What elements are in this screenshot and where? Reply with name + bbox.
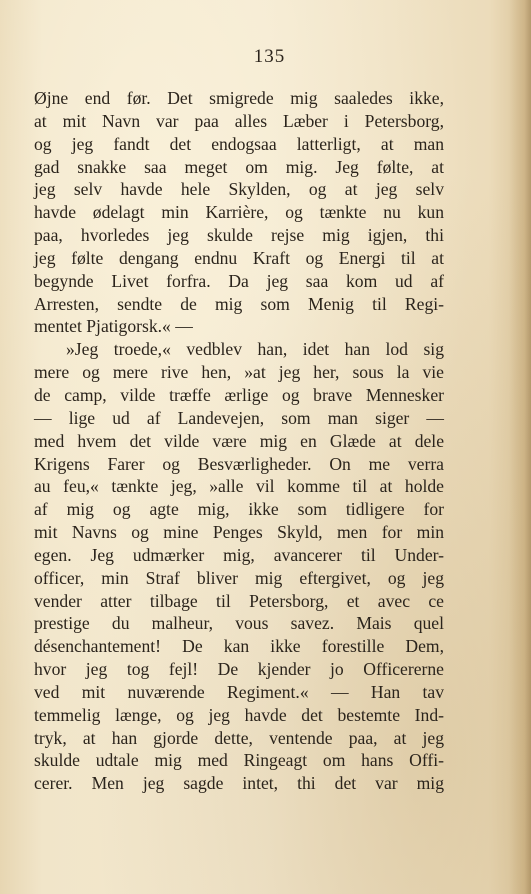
text-line: hvor jeg tog fejl! De kjender jo Officererne <box>34 659 444 680</box>
text-line: gad snakke saa meget om mig. Jeg følte, at <box>34 156 444 177</box>
text-line: Arresten, sendte de mig som Menig til Regi- <box>34 293 444 314</box>
text-line: mentet Pjatigorsk.« — <box>34 316 193 337</box>
text-line: officer, min Straf bliver mig eftergivet, og jeg <box>34 567 444 588</box>
text-line: temmelig længe, og jeg havde det bestemte Ind- <box>34 704 444 725</box>
text-line: at mit Navn var paa alles Læber i Petersborg, <box>34 110 444 131</box>
text-line: »Jeg troede,« vedblev han, idet han lod sig <box>66 339 444 360</box>
text-line: désenchantement! De kan ikke forestille Dem, <box>34 636 444 657</box>
text-line: ved mit nuværende Regiment.« — Han tav <box>34 681 444 702</box>
text-line: og jeg fandt det endogsaa latterligt, at man <box>34 133 444 154</box>
page-edge-shadow <box>509 0 531 894</box>
text-line: de camp, vilde træffe ærlige og brave Mennesker <box>34 384 444 405</box>
text-line: Øjne end før. Det smigrede mig saaledes ikke, <box>34 88 444 108</box>
page-number: 135 <box>253 46 286 67</box>
text-line: tryk, at han gjorde dette, ventende paa, at jeg <box>34 727 444 748</box>
text-line: prestige du malheur, vous savez. Mais quel <box>34 613 444 634</box>
text-line: paa, hvorledes jeg skulde rejse mig igjen, thi <box>34 225 444 246</box>
text-line: jeg følte dengang endnu Kraft og Energi til at <box>34 247 444 268</box>
text-line: cerer. Men jeg sagde intet, thi det var mig <box>34 773 444 794</box>
text-line: havde ødelagt min Karrière, og tænkte nu kun <box>34 202 444 223</box>
text-line: — lige ud af Landevejen, som man siger — <box>34 407 444 428</box>
text-line: af mig og agte mig, ikke som tidligere for <box>34 499 444 520</box>
text-line: Krigens Farer og Besværligheder. On me verra <box>34 453 444 474</box>
body-text <box>34 87 444 795</box>
text-line: begynde Livet forfra. Da jeg saa kom ud af <box>34 270 444 291</box>
text-line: med hvem det vilde være mig en Glæde at dele <box>34 430 444 451</box>
text-line: jeg selv havde hele Skylden, og at jeg selv <box>34 179 444 200</box>
text-line: au feu,« tænkte jeg, »alle vil komme til at holde <box>34 476 444 497</box>
text-line: vender atter tilbage til Petersborg, et avec ce <box>34 590 444 611</box>
text-line: mit Navns og mine Penges Skyld, men for min <box>34 522 444 543</box>
text-line: mere og mere rive hen, »at jeg her, sous la vie <box>34 362 444 383</box>
text-line: skulde udtale mig med Ringeagt om hans Offi- <box>34 750 444 771</box>
text-line: egen. Jeg udmærker mig, avancerer til Under- <box>34 544 444 565</box>
